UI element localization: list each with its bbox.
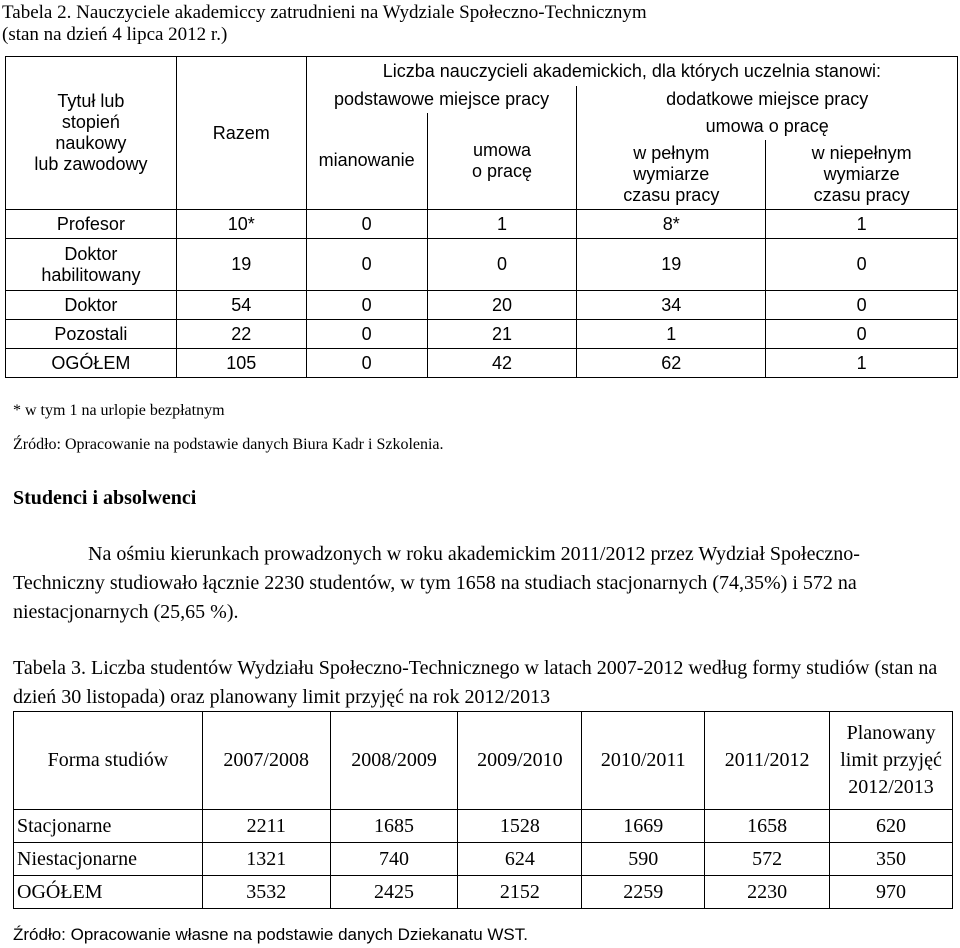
total-cell: 54	[176, 291, 306, 320]
value-cell: 2211	[202, 810, 330, 843]
table-row	[6, 239, 958, 291]
table-row-total	[6, 349, 958, 378]
appointment-cell: 0	[306, 239, 427, 291]
contract-cell: 1	[427, 210, 577, 239]
header-contract-cell: umowa o pracę	[427, 113, 577, 210]
body-paragraph: Na ośmiu kierunkach prowadzonych w roku akademickim 2011/2012 przez Wydział Społeczno-Techniczny studiowało łącznie 2230 studentów, w tym 1658 na studiach stacjonarnych (74,35%) i 572 na niestacjonarnych (25,65 %).	[13, 543, 860, 623]
appointment-cell: 0	[306, 320, 427, 349]
contract-cell: 21	[427, 320, 577, 349]
table-row-total	[14, 876, 953, 909]
header-limit-cell: Planowany limit przyjęć 2012/2013	[830, 712, 953, 810]
header-year-cell: 2011/2012	[705, 712, 830, 810]
row-title: Profesor	[6, 210, 177, 239]
appointment-cell: 0	[306, 210, 427, 239]
value-cell: 572	[705, 843, 830, 876]
table-row	[6, 320, 958, 349]
fulltime-cell: 1	[577, 320, 766, 349]
fulltime-cell: 19	[577, 239, 766, 291]
table3-caption: Tabela 3. Liczba studentów Wydziału Społeczno-Technicznego w latach 2007-2012 według formy studiów (stan na dzień 30 listopada) oraz planowany limit przyjęć na rok 2012/2013	[13, 657, 938, 708]
value-cell: 1685	[330, 810, 458, 843]
total-cell: 10*	[176, 210, 306, 239]
total-cell: 105	[176, 349, 306, 378]
value-cell: 1528	[458, 810, 582, 843]
value-cell: 1669	[582, 810, 705, 843]
row-title: Doktor	[6, 291, 177, 320]
header-appointment-cell: mianowanie	[306, 113, 427, 210]
table-row	[6, 210, 958, 239]
header-primary-cell: podstawowe miejsce pracy	[306, 86, 577, 113]
header-title-cell: Tytuł lub stopień naukowy lub zawodowy	[6, 57, 177, 210]
value-cell: 2425	[330, 876, 458, 909]
value-cell: 2259	[582, 876, 705, 909]
table2-footnote: * w tym 1 na urlopie bezpłatnym	[13, 402, 225, 419]
appointment-cell: 0	[306, 291, 427, 320]
contract-cell: 0	[427, 239, 577, 291]
parttime-cell: 0	[766, 291, 958, 320]
value-cell: 3532	[202, 876, 330, 909]
value-cell: 2152	[458, 876, 582, 909]
table2-caption	[2, 2, 647, 46]
header-year-cell: 2007/2008	[202, 712, 330, 810]
table2-caption-line2: (stan na dzień 4 lipca 2012 r.)	[2, 24, 228, 45]
table2-source: Źródło: Opracowanie na podstawie danych Biura Kadr i Szkolenia.	[13, 436, 444, 453]
value-cell: 590	[582, 843, 705, 876]
parttime-cell: 0	[766, 239, 958, 291]
fulltime-cell: 8*	[577, 210, 766, 239]
header-parttime-cell: w niepełnym wymiarze czasu pracy	[766, 140, 958, 210]
value-cell: 740	[330, 843, 458, 876]
header-form-cell: Forma studiów	[14, 712, 203, 810]
table-row	[6, 291, 958, 320]
row-title: Doktor habilitowany	[6, 239, 177, 291]
table-header-row	[14, 712, 953, 810]
value-cell: 1321	[202, 843, 330, 876]
teachers-table	[5, 56, 958, 378]
header-total-cell: Razem	[176, 57, 306, 210]
parttime-cell: 1	[766, 349, 958, 378]
value-cell: 624	[458, 843, 582, 876]
value-cell: 620	[830, 810, 953, 843]
header-year-cell: 2010/2011	[582, 712, 705, 810]
table-row	[14, 810, 953, 843]
fulltime-cell: 62	[577, 349, 766, 378]
total-cell: 19	[176, 239, 306, 291]
row-title: OGÓŁEM	[6, 349, 177, 378]
section-heading: Studenci i absolwenci	[13, 487, 197, 509]
row-title: Pozostali	[6, 320, 177, 349]
value-cell: 1658	[705, 810, 830, 843]
total-cell: 22	[176, 320, 306, 349]
value-cell: 2230	[705, 876, 830, 909]
parttime-cell: 1	[766, 210, 958, 239]
header-year-cell: 2008/2009	[330, 712, 458, 810]
form-cell: Stacjonarne	[14, 810, 203, 843]
contract-cell: 20	[427, 291, 577, 320]
table2-caption-line1: Tabela 2. Nauczyciele akademiccy zatrudnieni na Wydziale Społeczno-Technicznym	[2, 2, 647, 23]
header-group-cell: Liczba nauczycieli akademickich, dla których uczelnia stanowi:	[306, 57, 957, 86]
table3-source: Źródło: Opracowanie własne na podstawie danych Dziekanatu WST.	[13, 925, 528, 944]
value-cell: 350	[830, 843, 953, 876]
table-row	[14, 843, 953, 876]
header-fulltime-cell: w pełnym wymiarze czasu pracy	[577, 140, 766, 210]
parttime-cell: 0	[766, 320, 958, 349]
header-contract-group-cell: umowa o pracę	[577, 113, 958, 140]
header-year-cell: 2009/2010	[458, 712, 582, 810]
header-additional-cell: dodatkowe miejsce pracy	[577, 86, 958, 113]
contract-cell: 42	[427, 349, 577, 378]
form-cell: Niestacjonarne	[14, 843, 203, 876]
appointment-cell: 0	[306, 349, 427, 378]
form-cell: OGÓŁEM	[14, 876, 203, 909]
fulltime-cell: 34	[577, 291, 766, 320]
students-table	[13, 711, 953, 909]
value-cell: 970	[830, 876, 953, 909]
